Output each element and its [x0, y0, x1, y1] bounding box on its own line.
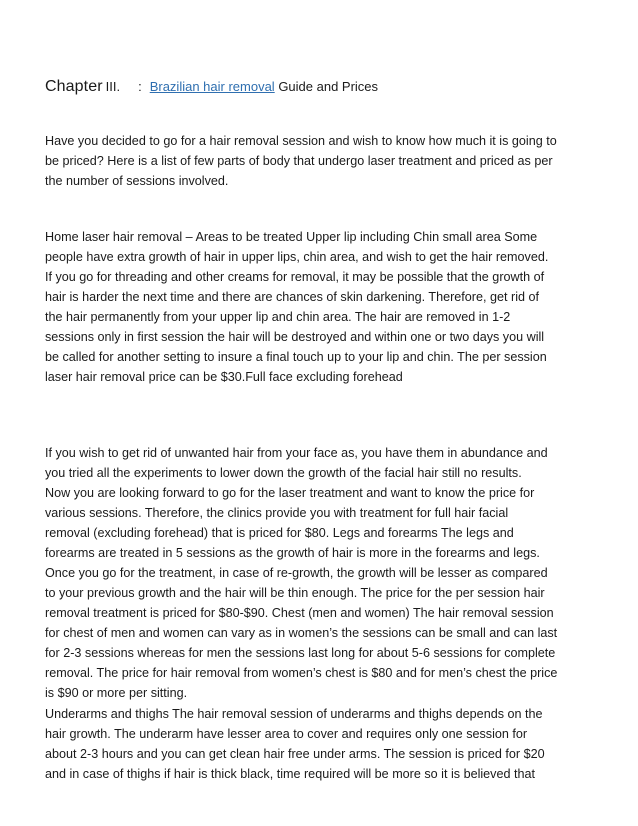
text-line: forearms are treated in 5 sessions as the growth of hair is more in the forearms and legs. — [45, 546, 540, 560]
paragraph-upper-lip — [45, 227, 605, 387]
text-line: to your previous growth and the hair will be thin enough. The price for the per session hair — [45, 586, 545, 600]
text-line: Once you go for the treatment, in case of re-growth, the growth will be lesser as compared — [45, 566, 548, 580]
text-line: If you go for threading and other creams for removal, it may be possible that the growth of — [45, 270, 545, 284]
text-line: removal. The price for hair removal from women’s chest is $80 and for men’s chest the price — [45, 666, 558, 680]
text-line: people have extra growth of hair in upper lips, chin area, and wish to get the hair removed. — [45, 250, 549, 264]
text-line: Underarms and thighs The hair removal session of underarms and thighs depends on the — [45, 707, 543, 721]
text-line: sessions only in first session the hair will be destroyed and within one or two days you will — [45, 330, 545, 344]
chapter-heading — [45, 78, 605, 96]
text-line: about 2-3 hours and you can get clean hair free under arms. The session is priced for $20 — [45, 747, 545, 761]
text-line: laser hair removal price can be $30.Full face excluding forehead — [45, 370, 403, 384]
text-line: be called for another setting to insure a final touch up to your lip and chin. The per session — [45, 350, 547, 364]
paragraph-full-face — [45, 443, 605, 703]
text-line: hair is harder the next time and there are chances of skin darkening. Therefore, get rid of — [45, 290, 539, 304]
text-line: removal treatment is priced for $80-$90. Chest (men and women) The hair removal session — [45, 606, 554, 620]
text-line: various sessions. Therefore, the clinics provide you with treatment for full hair facial — [45, 506, 509, 520]
text-line: Home laser hair removal – Areas to be treated Upper lip including Chin small area Some — [45, 230, 538, 244]
paragraph-intro — [45, 131, 605, 191]
chapter-label: Chapter — [45, 78, 103, 95]
chapter-number: III. — [105, 79, 121, 94]
text-line: removal (excluding forehead) that is priced for $80. Legs and forearms The legs and — [45, 526, 514, 540]
text-line: for chest of men and women can vary as in women’s the sessions can be small and can last — [45, 626, 558, 640]
text-line: the hair permanently from your upper lip and chin area. The hair are removed in 1-2 — [45, 310, 511, 324]
text-line: Now you are looking forward to go for the laser treatment and want to know the price for — [45, 486, 535, 500]
text-line: If you wish to get rid of unwanted hair from your face as, you have them in abundance and — [45, 446, 548, 460]
chapter-separator: : — [138, 79, 142, 94]
text-line: you tried all the experiments to lower down the growth of the facial hair still no results. — [45, 466, 522, 480]
text-line: hair growth. The underarm have lesser area to cover and requires only one session for — [45, 727, 528, 741]
text-line: and in case of thighs if hair is thick black, time required will be more so it is believed that — [45, 767, 535, 781]
text-line: for 2-3 sessions whereas for men the sessions last long for about 5-6 sessions for complete — [45, 646, 556, 660]
text-line: is $90 or more per sitting. — [45, 686, 188, 700]
text-line: the number of sessions involved. — [45, 174, 229, 188]
text-line: Have you decided to go for a hair removal session and wish to know how much it is going to — [45, 134, 557, 148]
text-line: be priced? Here is a list of few parts of body that undergo laser treatment and priced as per — [45, 154, 553, 168]
chapter-title-rest: Guide and Prices — [274, 79, 379, 94]
paragraph-underarms — [45, 704, 605, 784]
brazilian-hair-removal-link[interactable]: Brazilian hair removal — [149, 79, 275, 94]
